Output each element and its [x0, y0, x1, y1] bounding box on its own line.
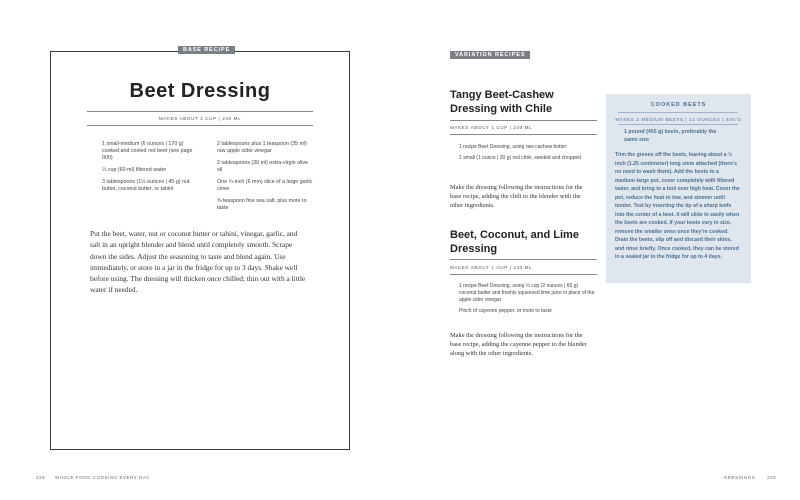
- sidebar-title: COOKED BEETS: [650, 102, 707, 108]
- divider: [618, 124, 738, 125]
- base-recipe-tag: BASE RECIPE: [178, 46, 235, 54]
- ingredient-list-left: [102, 141, 194, 198]
- recipe1-method: Make the dressing following the instructions for the base recipe, adding the chili to the blender with the other ingredients.: [450, 184, 583, 210]
- divider: [618, 112, 738, 113]
- ingredient-list-right: [217, 141, 313, 217]
- recipe2-ingredient-list: [459, 283, 596, 319]
- divider: [450, 274, 597, 275]
- page-number: 229: [767, 475, 777, 480]
- section-name: DRESSINGS: [724, 475, 756, 480]
- base-recipe-yield: MAKES ABOUT 1 CUP | 240 ML: [158, 116, 242, 121]
- page-number: 228: [36, 475, 46, 480]
- right-footer: [724, 475, 776, 480]
- left-footer: [36, 475, 150, 480]
- ingredient-item: Pinch of cayenne pepper, or more to taste: [459, 307, 552, 314]
- ingredient-item: One ¼-inch (6 mm) slice of a large garlic clove: [217, 179, 313, 192]
- ingredient-item: ¼ cup (60 ml) filtered water: [102, 167, 167, 173]
- divider: [450, 259, 597, 260]
- recipe-title-beet-coconut-lime: Beet, Coconut, and Lime Dressing: [450, 229, 579, 255]
- recipe2-yield: MAKES ABOUT 1 CUP | 240 ML: [450, 265, 533, 270]
- page-title: Beet Dressing: [129, 80, 271, 102]
- divider: [450, 134, 597, 135]
- recipe2-method: Make the dressing following the instructions for the base recipe, adding the cayenne pepper to the blender along with the other ingredients.: [450, 332, 587, 358]
- divider: [450, 120, 597, 121]
- ingredient-item: 1 small-medium (6 ounces | 170 g) cooked and cooled red beet (see page 000): [102, 141, 193, 161]
- base-recipe-method: Put the beet, water, nut or coconut butter or tahini, vinegar, garlic, and salt in an upright blender and blend until completely smooth. Scrape down the sides. Adjust the seasoning to taste and blend again. Use immediately, or store in a jar in the fridge for up to 3 days. Shake well before using. The dressing will thicken once chilled; thin out with a little water if needed.: [90, 229, 306, 295]
- recipe1-yield: MAKES ABOUT 1 CUP | 240 ML: [450, 125, 533, 130]
- recipe1-ingredient-list: [459, 144, 599, 167]
- ingredient-item: 1 small (1 ounce | 30 g) red chile, seeded and chopped: [459, 155, 581, 162]
- divider: [87, 125, 313, 126]
- ingredient-item: 1 recipe Beet Dressing, using raw cashew butter: [459, 144, 567, 150]
- book-title: WHOLE FOOD COOKING EVERY DAY: [54, 475, 150, 480]
- ingredient-item: ⅜ teaspoon fine sea salt, plus more to taste: [217, 198, 307, 211]
- variation-recipes-tag: VARIATION RECIPES: [450, 51, 530, 59]
- ingredient-item: 1 recipe Beet Dressing, using ¼ cup (2 ounces | 60 g) coconut butter and freshly squeezed lime juice in place of the apple cider vinegar: [459, 283, 595, 303]
- ingredient-item: 3 tablespoons (1½ ounces | 45 g) nut butter, coconut butter, or tahini: [102, 179, 190, 192]
- sidebar-yield: MAKES 3 MEDIUM BEETS | 14 OUNCES | 400 G: [615, 117, 742, 122]
- sidebar-ingredient: 1 pound (455 g) beets, preferably the same size: [624, 129, 717, 143]
- ingredient-item: 2 tablespoons plus 1 teaspoon (35 ml) raw apple cider vinegar: [217, 141, 307, 154]
- sidebar-method: Trim the greens off the beets, leaving about a ½ inch (1.25 centimeter) long stem attached (there's no need to wash them). Add the beets to a medium-large pot, cover completely with filtered water, and bring to a boil over high heat. Cover the pot, reduce the heat to low, and simmer until tender. Test by inserting the tip of a sharp knife into the center of a beet. It will slide in easily when the beets are cooked. If your beets vary in size, remove the smaller ones once they're cooked. Drain the beets, slip off and discard their skins, and rinse briefly. Once cooked, they can be stored in a sealed jar in the fridge for up to 4 days.: [615, 152, 740, 260]
- recipe-title-tangy-beet-cashew: Tangy Beet-Cashew Dressing with Chile: [450, 89, 554, 115]
- ingredient-item: 2 tablespoons (30 ml) extra-virgin olive oil: [217, 160, 308, 173]
- divider: [87, 111, 313, 112]
